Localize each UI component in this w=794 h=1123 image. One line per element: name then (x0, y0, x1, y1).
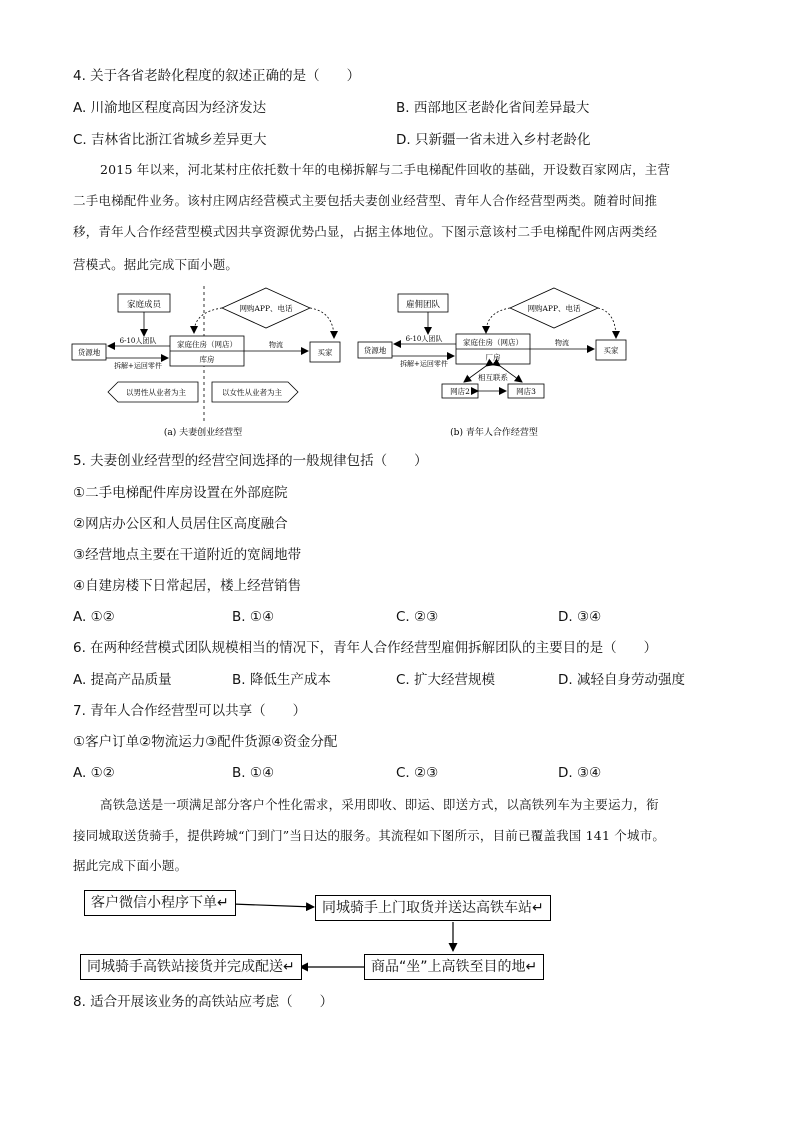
q4-stem: 4. 关于各省老龄化程度的叙述正确的是（ ） (73, 68, 361, 84)
q6-option-b: B. 降低生产成本 (232, 672, 331, 688)
passage2-line2: 接同城取送货骑手，提供跨城“门到门”当日达的服务。其流程如下图所示，目前已覆盖我国 141 个城市。 (73, 828, 666, 843)
q5-option-c: C. ②③ (396, 609, 439, 625)
q5-item-3: ③经营地点主要在干道附近的宽阔地带 (73, 547, 302, 563)
q5-stem: 5. 夫妻创业经营型的经营空间选择的一般规律包括（ ） (73, 453, 428, 469)
factory-label: 厂房 (485, 353, 501, 362)
passage1-line4: 营模式。据此完成下面小题。 (73, 257, 239, 272)
app-label-b: 网购APP、电话 (527, 304, 581, 313)
house-label: 家庭住房（网店） (177, 340, 237, 349)
q6-option-a: A. 提高产品质量 (73, 672, 172, 688)
source-label: 货源地 (77, 348, 101, 357)
caption-b: (b) 青年人合作经营型 (450, 428, 538, 438)
mutual-label: 相互联系 (478, 373, 508, 382)
q5-option-d: D. ③④ (558, 609, 602, 625)
passage1-line2: 二手电梯配件业务。该村庄网店经营模式主要包括夫妻创业经营型、青年人合作经营型两类。随着时间推 (73, 193, 658, 208)
flow-step-pickup: 同城骑手上门取货并送达高铁车站↵ (315, 895, 551, 921)
source-label-b: 货源地 (363, 346, 387, 355)
employed-label: 雇佣团队 (405, 300, 441, 310)
q4-option-d: D. 只新疆一省未进入乡村老龄化 (396, 132, 591, 148)
q4-option-c: C. 吉林省比浙江省城乡差异更大 (73, 132, 267, 148)
team-label-b: 6-10人团队 (405, 335, 443, 343)
q5-option-a: A. ①② (73, 609, 115, 625)
q5-option-b: B. ①④ (232, 609, 275, 625)
q5-item-1: ①二手电梯配件库房设置在外部庭院 (73, 485, 288, 501)
q8-stem: 8. 适合开展该业务的高铁站应考虑（ ） (73, 994, 334, 1010)
caption-a: (a) 夫妻创业经营型 (163, 428, 243, 438)
q4-option-b: B. 西部地区老龄化省间差异最大 (396, 100, 590, 116)
passage2-line3: 据此完成下面小题。 (73, 858, 188, 873)
buyer-label: 买家 (317, 348, 333, 357)
q6-option-d: D. 减轻自身劳动强度 (558, 672, 685, 688)
house-label-b: 家庭住房（网店） (463, 338, 523, 347)
buyer-label-b: 买家 (603, 346, 619, 355)
shop2-label: 网店2 (450, 387, 470, 396)
passage2-line1: 高铁急送是一项满足部分客户个性化需求，采用即收、即运、即送方式，以高铁列车为主要运力，衔 (100, 797, 659, 812)
female-label: 以女性从业者为主 (222, 388, 282, 397)
passage1-line3: 移，青年人合作经营型模式因共享资源优势凸显，占据主体地位。下图示意该村二手电梯配件网店两类经 (73, 224, 658, 239)
warehouse-label: 库房 (199, 355, 215, 364)
q7-items: ①客户订单②物流运力③配件货源④资金分配 (73, 734, 338, 750)
male-label: 以男性从业者为主 (126, 388, 186, 397)
q7-option-a: A. ①② (73, 765, 115, 781)
logistics-label: 物流 (269, 341, 283, 349)
q6-stem: 6. 在两种经营模式团队规模相当的情况下，青年人合作经营型雇佣拆解团队的主要目的是（ ） (73, 640, 658, 656)
q6-option-c: C. 扩大经营规模 (396, 672, 496, 688)
q5-item-2: ②网店办公区和人员居住区高度融合 (73, 516, 288, 532)
q4-option-a: A. 川渝地区程度高因为经济发达 (73, 100, 267, 116)
q7-option-b: B. ①④ (232, 765, 275, 781)
q7-option-c: C. ②③ (396, 765, 439, 781)
shop3-label: 网店3 (516, 387, 536, 396)
app-label: 网购APP、电话 (239, 304, 293, 313)
family-label: 家庭成员 (126, 300, 162, 310)
dismantle-label: 拆解+运回零件 (114, 362, 162, 370)
flow-step-delivery: 同城骑手高铁站接货并完成配送↵ (80, 954, 302, 980)
q5-item-4: ④自建房楼下日常起居，楼上经营销售 (73, 578, 302, 594)
q7-option-d: D. ③④ (558, 765, 602, 781)
passage1-line1: 2015 年以来，河北某村庄依托数十年的电梯拆解与二手电梯配件回收的基础，开设数百家网店，主营 (100, 162, 671, 177)
q7-stem: 7. 青年人合作经营型可以共享（ ） (73, 703, 307, 719)
flow-step-train: 商品“坐”上高铁至目的地↵ (364, 954, 544, 980)
team-label: 6-10人团队 (119, 337, 157, 345)
dismantle-label-b: 拆解+运回零件 (400, 360, 448, 368)
logistics-label-b: 物流 (555, 339, 569, 347)
flow-step-order: 客户微信小程序下单↵ (84, 890, 236, 916)
